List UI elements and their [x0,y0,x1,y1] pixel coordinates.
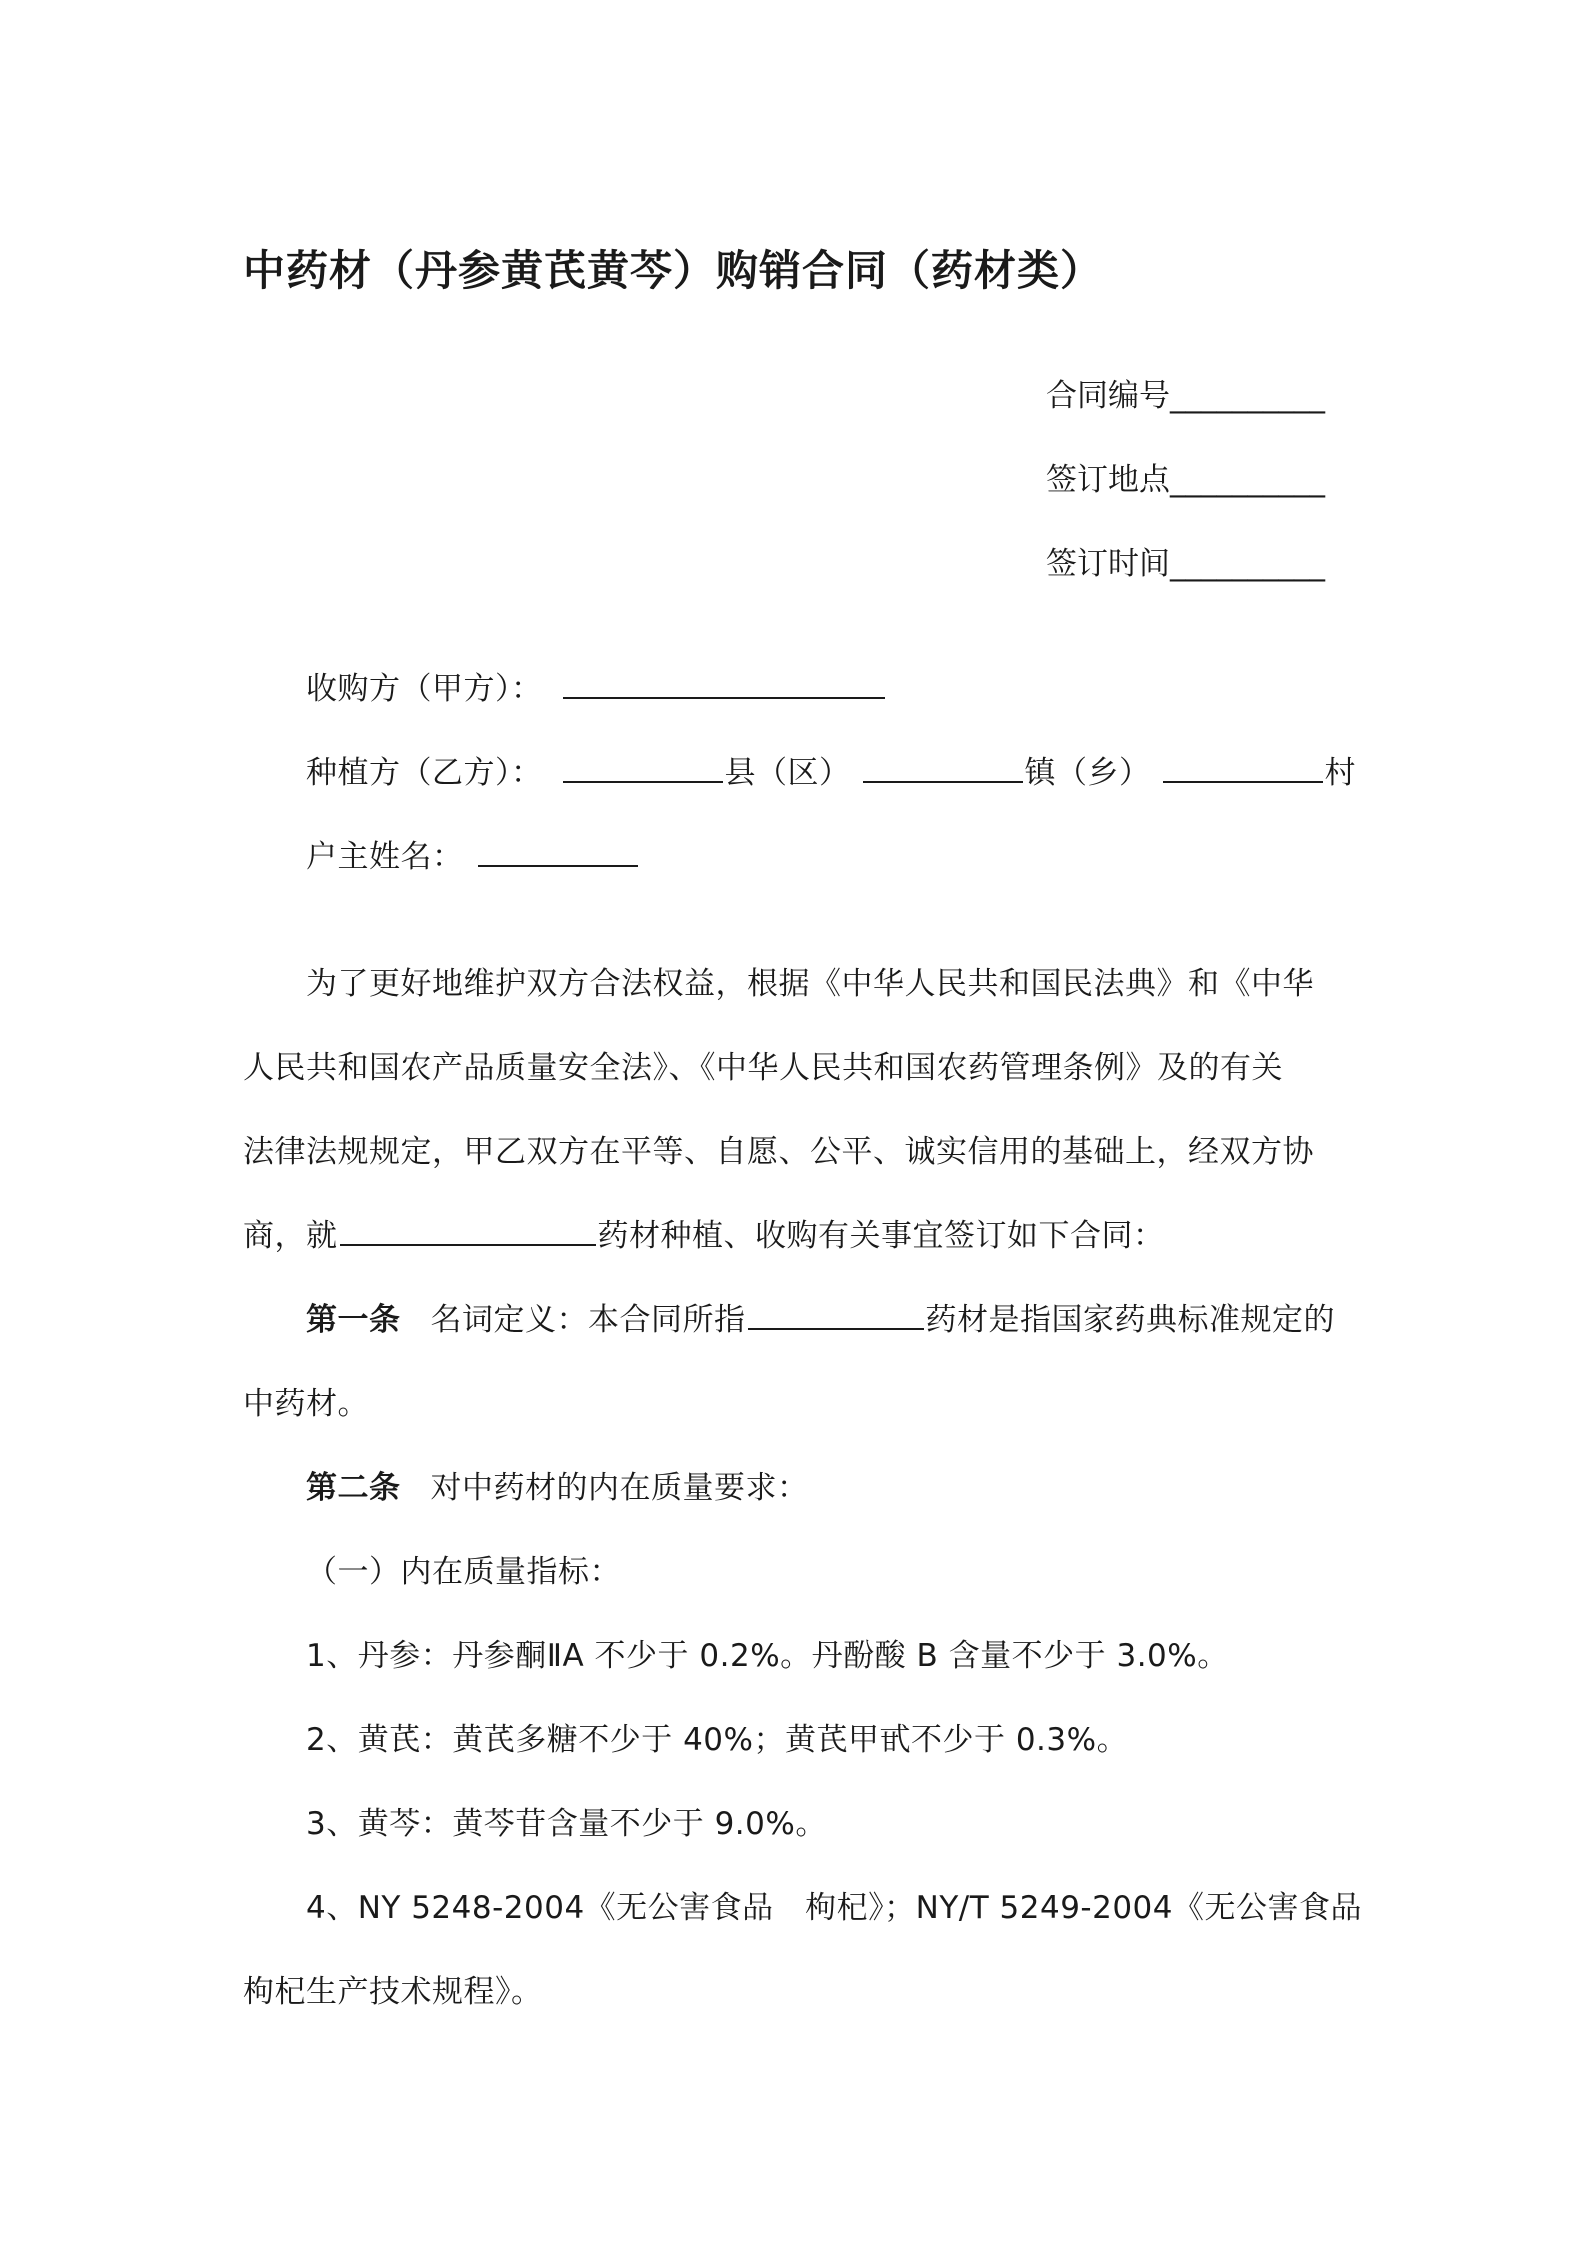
town-blank [863,750,1023,783]
herb-name-blank [340,1213,596,1246]
buyer-blank [563,666,885,699]
preamble-line-2: 人民共和国农产品质量安全法》、《中华人民共和国农药管理条例》及的有关 [243,1050,1283,1086]
village-blank [1163,750,1323,783]
preamble-line-4 [243,1210,1165,1255]
quality-item-2: 2、黄芪：黄芪多糖不少于 40%；黄芪甲甙不少于 0.3%。 [306,1722,1129,1758]
document-title: 中药材（丹参黄芪黄芩）购销合同（药材类） [243,246,1104,295]
preamble-line-4-end: 药材种植、收购有关事宜签订如下合同： [597,1218,1165,1254]
county-label: 县（区） [724,755,851,791]
quality-item-3: 3、黄芩：黄芩苷含量不少于 9.0%。 [306,1806,827,1842]
buyer-line [306,663,887,708]
article-1-text-start: 名词定义：本合同所指 [430,1302,746,1338]
quality-subheading: （一）内在质量指标： [306,1554,621,1590]
householder-blank [478,834,638,867]
grower-line [306,747,1356,792]
article-2-text: 对中药材的内在质量要求： [430,1470,809,1506]
village-label: 村 [1324,755,1356,791]
quality-item-4: 4、NY 5248-2004《无公害食品 枸杞》；NY/T 5249-2004《无公害食品 [306,1890,1363,1926]
town-label: 镇（乡） [1024,755,1151,791]
article-1-herb-blank [748,1297,924,1330]
householder-label: 户主姓名： [306,839,464,875]
article-1-text-end: 药材是指国家药典标准规定的 [925,1302,1335,1338]
preamble-line-1: 为了更好地维护双方合法权益，根据《中华人民共和国民法典》和《中华 [306,966,1314,1002]
grower-label: 种植方（乙方）： [306,755,543,791]
quality-item-1: 1、丹参：丹参酮ⅡA 不少于 0.2%。丹酚酸 B 含量不少于 3.0%。 [306,1638,1229,1674]
county-blank [563,750,723,783]
article-1-label: 第一条 [306,1302,401,1338]
signing-place-field: 签订地点__________ [1046,462,1325,498]
contract-number-field: 合同编号__________ [1046,378,1325,414]
householder-line [306,831,640,876]
quality-item-4-line-2: 枸杞生产技术规程》。 [243,1974,543,2010]
buyer-label: 收购方（甲方）： [306,671,543,707]
signing-time-field: 签订时间__________ [1046,546,1325,582]
preamble-line-4-start: 商，就 [243,1218,338,1254]
article-1-line-2: 中药材。 [243,1386,369,1422]
article-2-label: 第二条 [306,1470,401,1506]
article-2-line [306,1462,809,1507]
article-1-line [306,1294,1335,1339]
preamble-line-3: 法律法规规定，甲乙双方在平等、自愿、公平、诚实信用的基础上，经双方协 [243,1134,1314,1170]
